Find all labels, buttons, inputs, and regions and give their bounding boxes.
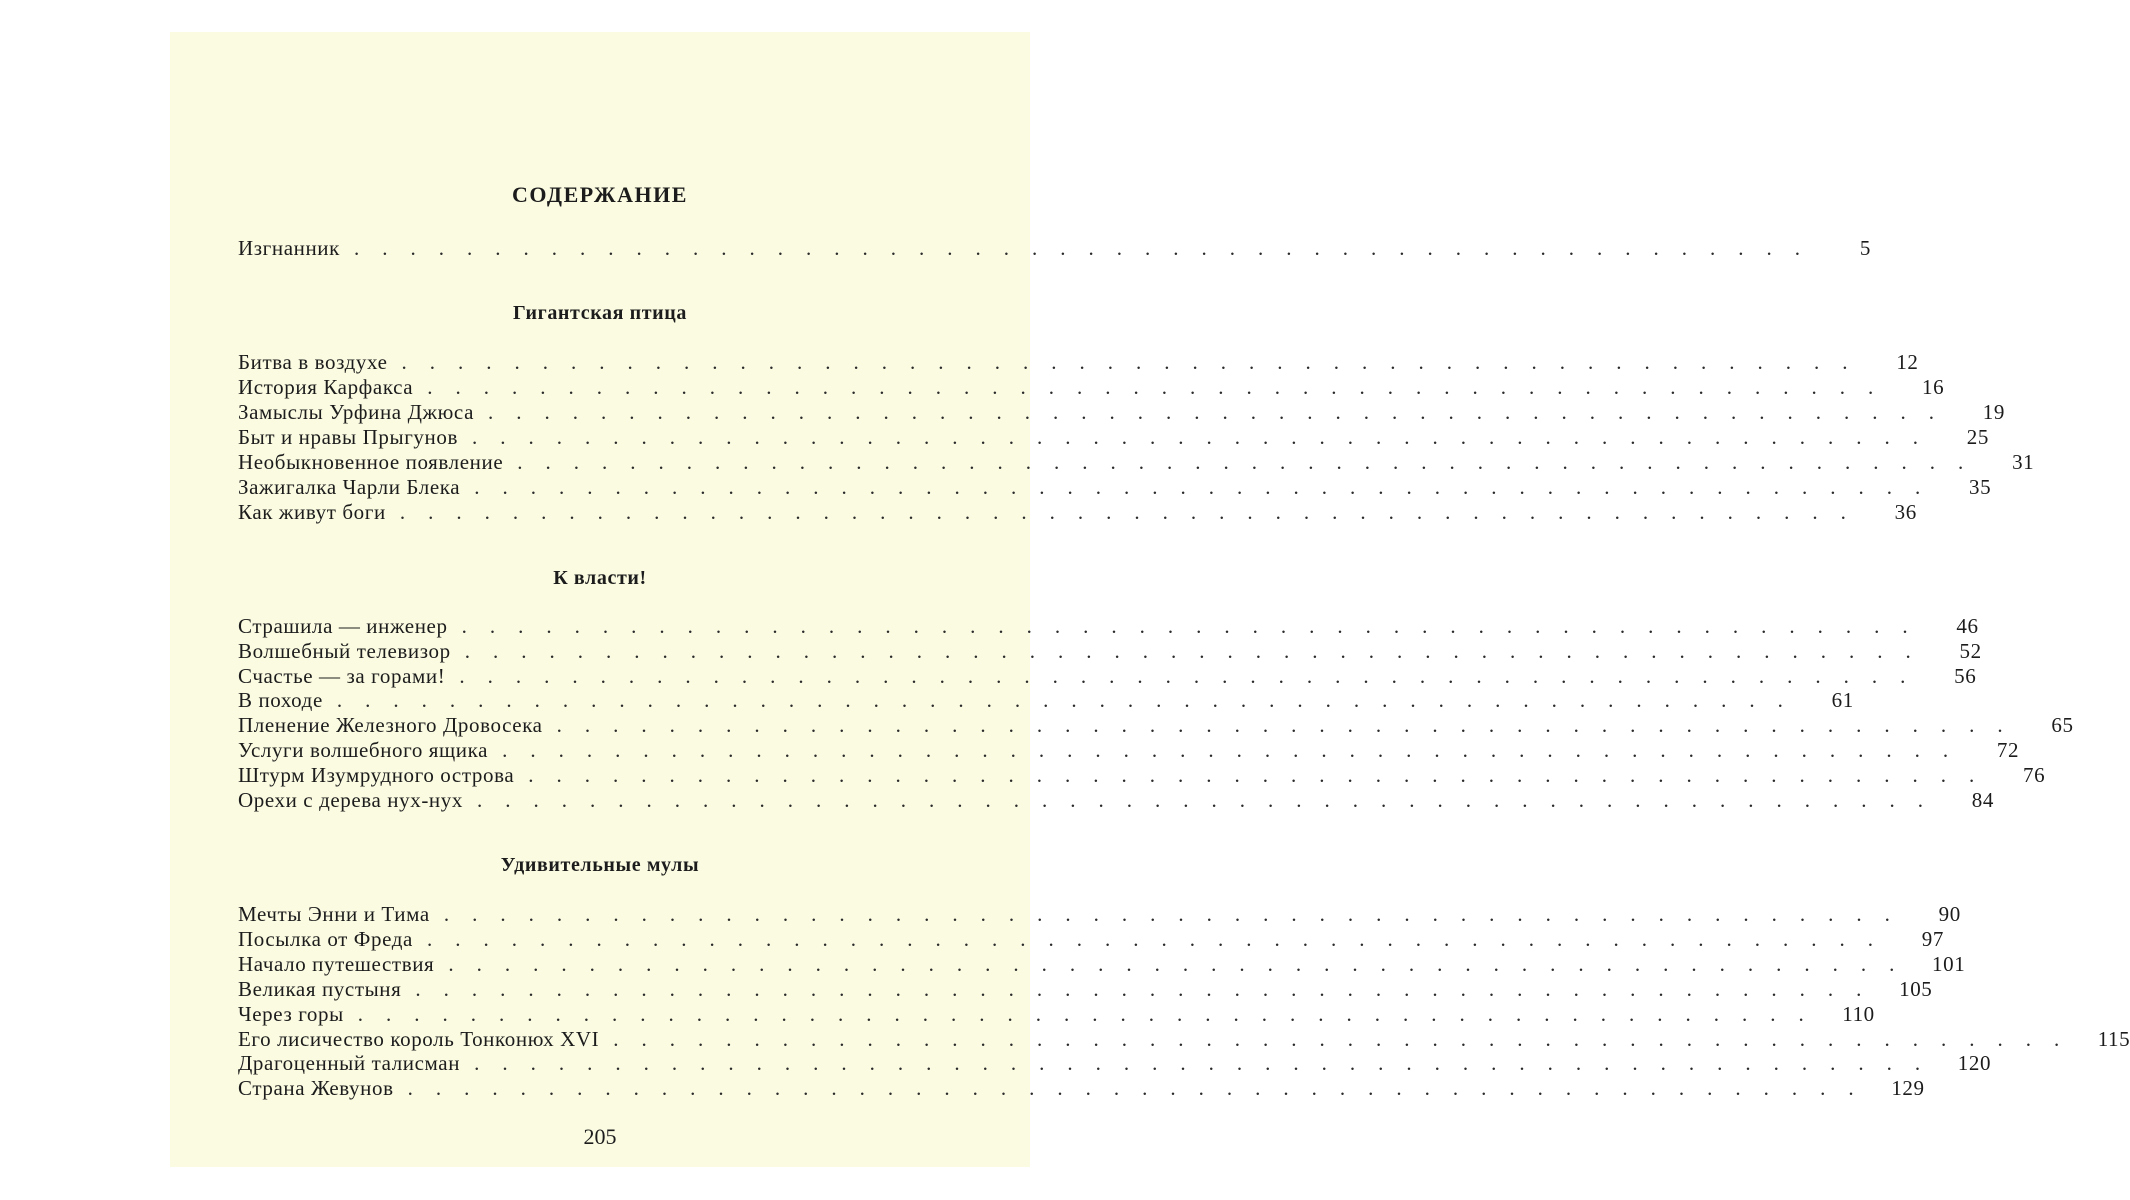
- toc-entry-title: Необыкновенное появление: [238, 450, 504, 474]
- section-heading: Гигантская птица: [512, 302, 688, 324]
- toc-entry-title: Его лисичество король Тонконюх XVI: [238, 1027, 600, 1051]
- toc-entry-title: Как живут боги: [238, 500, 386, 524]
- toc-entry: [238, 1076, 1925, 1100]
- toc-entry: [238, 350, 1919, 374]
- dot-leader: ....................................................: [517, 450, 1987, 474]
- toc-entry-page: 5: [1859, 236, 1871, 260]
- dot-leader: ....................................................: [357, 1002, 1827, 1026]
- toc-entry-title: Замыслы Урфина Джюса: [238, 400, 474, 424]
- dot-leader: ....................................................: [461, 614, 1931, 638]
- toc-entry: [238, 1027, 2130, 1051]
- dot-leader: ....................................................: [427, 375, 1897, 399]
- toc-entry-page: 25: [1966, 425, 1989, 449]
- toc-entry-page: 115: [2097, 1027, 2130, 1051]
- toc-entry-title: Мечты Энни и Тима: [238, 902, 430, 926]
- dot-leader: ....................................................: [459, 664, 1929, 688]
- toc-entry: [238, 1051, 1992, 1075]
- toc-entry-page: 35: [1969, 475, 1992, 499]
- toc-entry: [238, 763, 2046, 787]
- toc-entry-title: Зажигалка Чарли Блека: [238, 475, 461, 499]
- toc-entry-title: История Карфакса: [238, 375, 414, 399]
- toc-entry: [238, 977, 1933, 1001]
- toc-entry-page: 19: [1982, 400, 2005, 424]
- dot-leader: ....................................................: [476, 788, 1946, 812]
- toc-entry-page: 46: [1956, 614, 1979, 638]
- dot-leader: ....................................................: [448, 952, 1918, 976]
- dot-leader: ....................................................: [443, 902, 1913, 926]
- toc-entry: [238, 952, 1966, 976]
- dot-leader: ....................................................: [407, 1076, 1877, 1100]
- dot-leader: ....................................................: [556, 713, 2026, 737]
- dot-leader: ....................................................: [528, 763, 1998, 787]
- toc-entry-title: Пленение Железного Дровосека: [238, 713, 543, 737]
- toc-entry: [238, 927, 1944, 951]
- dot-leader: ....................................................: [474, 1051, 1944, 1075]
- toc-entry: [238, 1002, 1875, 1026]
- toc-entry: [238, 738, 2020, 762]
- toc-entry-page: 12: [1896, 350, 1919, 374]
- toc-entry-title: Драгоценный талисман: [238, 1051, 461, 1075]
- toc-entry-page: 105: [1899, 977, 1933, 1001]
- toc-entry-page: 72: [1996, 738, 2020, 762]
- toc-entry-title: Великая пустыня: [238, 977, 402, 1001]
- toc-entry: [238, 902, 1961, 926]
- toc-entry-page: 129: [1891, 1076, 1925, 1100]
- toc-entry: [238, 788, 1994, 812]
- toc-entry: [238, 713, 2074, 737]
- toc-entry-page: 101: [1932, 952, 1966, 976]
- dot-leader: ....................................................: [613, 1027, 2083, 1051]
- toc-entry-page: 97: [1921, 927, 1944, 951]
- section-heading: Удивительные мулы: [500, 854, 700, 876]
- toc-entry: [238, 425, 1989, 449]
- dot-leader: ....................................................: [464, 639, 1934, 663]
- toc-entry-page: 61: [1831, 688, 1854, 712]
- toc-entry-page: 120: [1957, 1051, 1992, 1075]
- dot-leader: ....................................................: [426, 927, 1896, 951]
- toc-entry-title: Страшила — инженер: [238, 614, 448, 638]
- toc-entry-page: 31: [2012, 450, 2035, 474]
- dot-leader: ....................................................: [474, 475, 1944, 499]
- section-heading: К власти!: [553, 567, 647, 589]
- toc-entry-title: Посылка от Фреда: [238, 927, 413, 951]
- toc-entry-title: Быт и нравы Прыгунов: [238, 425, 458, 449]
- dot-leader: ....................................................: [415, 977, 1885, 1001]
- toc-entry: [238, 639, 1982, 663]
- toc-entry: [238, 614, 1979, 638]
- toc-entry-title: В походе: [238, 688, 323, 712]
- book-page: [170, 32, 2130, 1167]
- toc-entry-page: 84: [1971, 788, 1994, 812]
- toc-entry-page: 16: [1922, 375, 1945, 399]
- toc-entry-page: 76: [2023, 763, 2046, 787]
- dot-leader: ....................................................: [401, 350, 1871, 374]
- toc-entry-title: Штурм Изумрудного острова: [238, 763, 515, 787]
- toc-entry-title: Орехи с дерева нух-нух: [238, 788, 463, 812]
- toc-entry-page: 56: [1954, 664, 1977, 688]
- toc-entry: [238, 400, 2005, 424]
- toc-entry: [238, 475, 1992, 499]
- toc-entry: [238, 664, 1977, 688]
- toc-entry: [238, 500, 1917, 524]
- toc-entry: [238, 688, 1854, 712]
- page-number: 205: [583, 1124, 617, 1149]
- toc-entry-page: 65: [2051, 713, 2074, 737]
- toc-entry-title: Начало путешествия: [238, 952, 435, 976]
- contents-heading: СОДЕРЖАНИЕ: [512, 182, 688, 207]
- toc-entry-title: Услуги волшебного ящика: [238, 738, 489, 762]
- toc-entry-title: Волшебный телевизор: [238, 639, 451, 663]
- toc-entry-title: Счастье — за горами!: [238, 664, 446, 688]
- toc-entry-title: Битва в воздухе: [238, 350, 388, 374]
- toc-entry-page: 110: [1842, 1002, 1875, 1026]
- toc-entry-page: 90: [1938, 902, 1961, 926]
- dot-leader: ....................................................: [399, 500, 1869, 524]
- dot-leader: ....................................................: [471, 425, 1941, 449]
- toc-entry: [238, 236, 1871, 260]
- dot-leader: ....................................................: [353, 236, 1823, 260]
- toc-entry-page: 36: [1894, 500, 1917, 524]
- toc-entry-page: 52: [1959, 639, 1982, 663]
- toc-entry-title: Изгнанник: [238, 236, 340, 260]
- dot-leader: ....................................................: [488, 400, 1957, 424]
- dot-leader: ....................................................: [336, 688, 1806, 712]
- toc-entry-title: Через горы: [238, 1002, 344, 1026]
- toc-entry: [238, 450, 2035, 474]
- toc-entry: [238, 375, 1945, 399]
- toc-entry-title: Страна Жевунов: [238, 1076, 394, 1100]
- dot-leader: ....................................................: [502, 738, 1972, 762]
